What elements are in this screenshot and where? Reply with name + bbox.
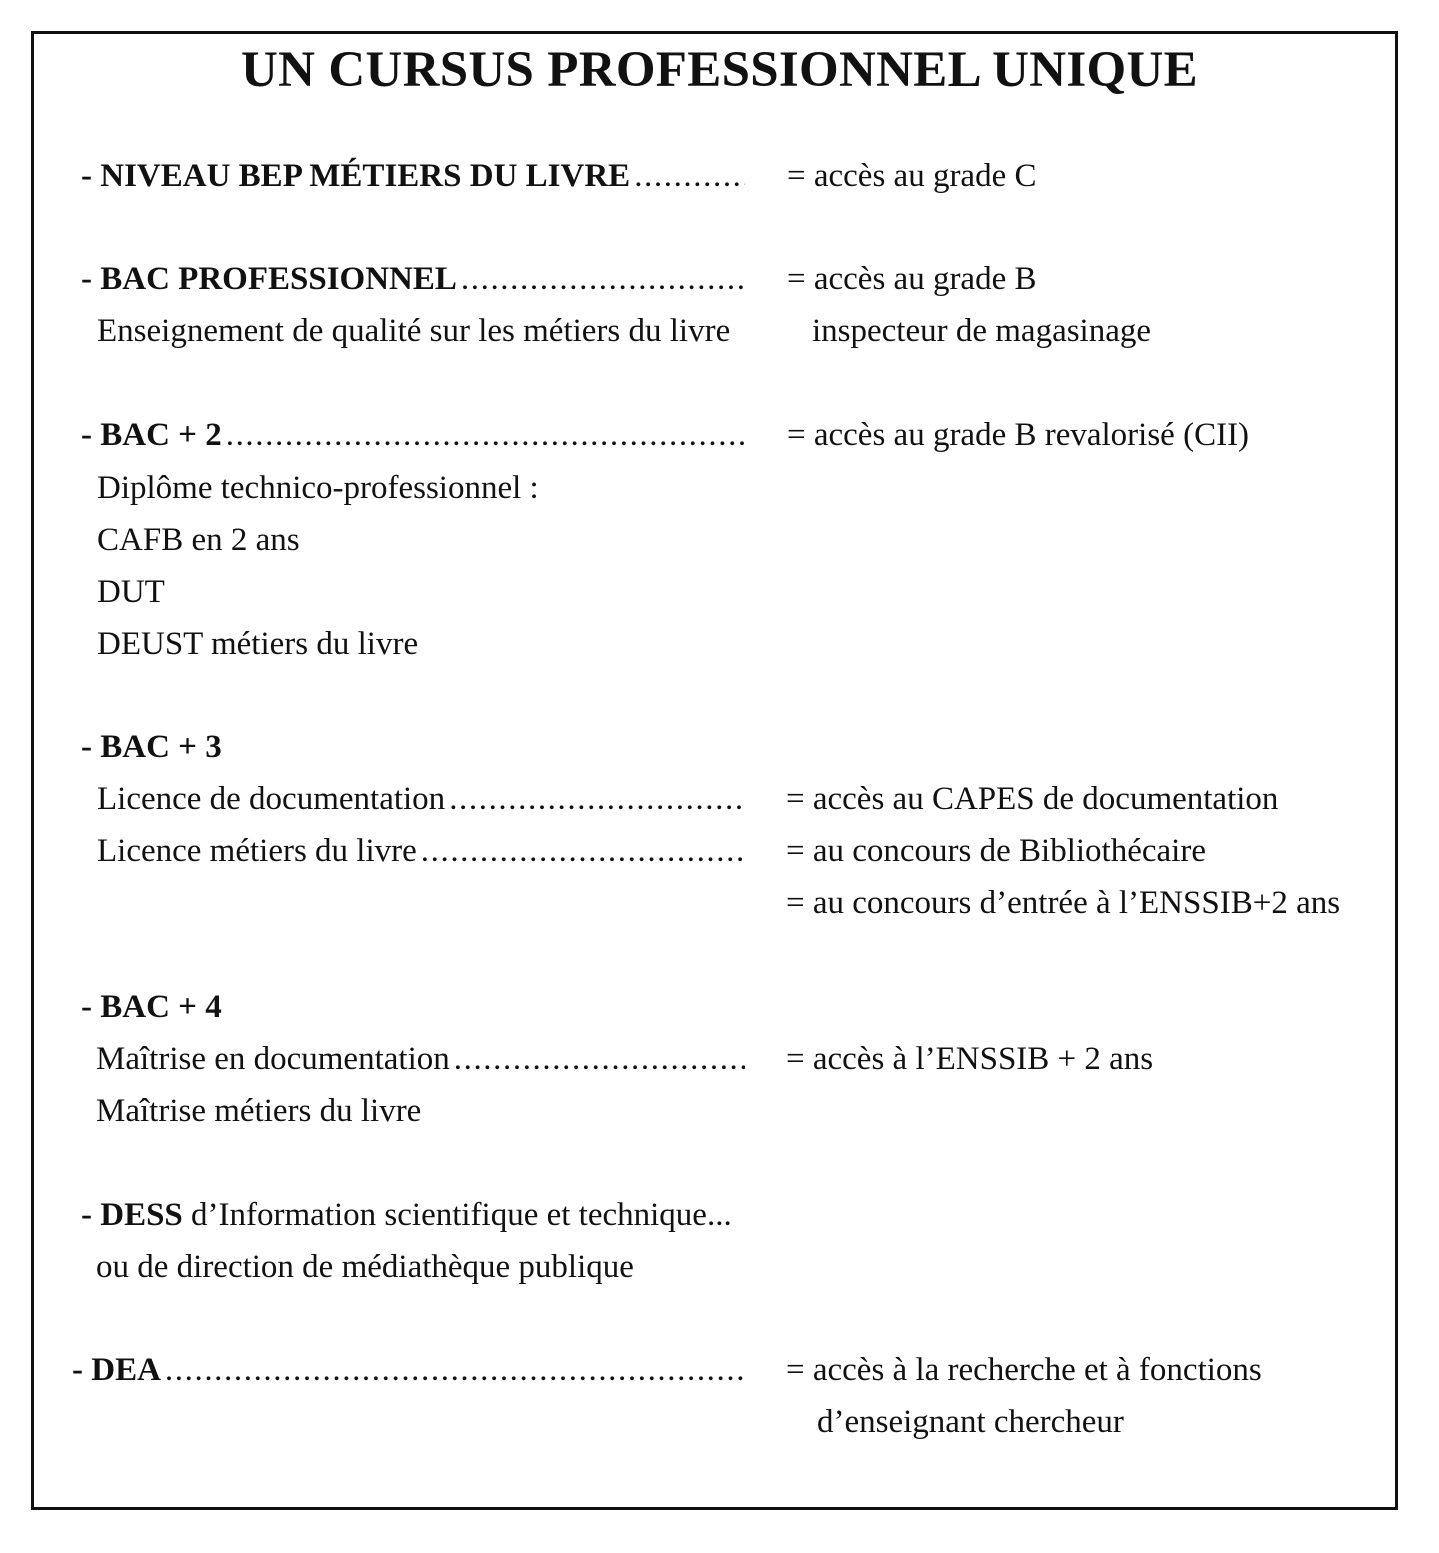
entry-bac2-detail: CAFB en 2 ans bbox=[97, 522, 300, 558]
document-frame bbox=[31, 31, 1398, 1510]
entry-dea-grade-detail: d’enseignant chercheur bbox=[817, 1404, 1124, 1440]
leader-dots bbox=[454, 1038, 745, 1080]
leader-dots bbox=[461, 258, 745, 300]
entry-bac-pro-grade: = accès au grade B bbox=[787, 261, 1037, 297]
leader-dots bbox=[421, 830, 745, 872]
entry-bac2-detail: Diplôme technico-professionnel : bbox=[97, 470, 539, 506]
entry-bep bbox=[81, 155, 745, 197]
entry-bac3-item-label: Licence de documentation bbox=[97, 781, 446, 817]
entry-bac2 bbox=[81, 414, 745, 456]
leader-dots bbox=[449, 778, 745, 820]
leader-dots bbox=[165, 1349, 745, 1391]
leader-dots bbox=[634, 155, 745, 197]
entry-bac3-item bbox=[97, 778, 745, 820]
entry-bac-pro-label: - BAC PROFESSIONNEL bbox=[81, 261, 457, 297]
entry-bac2-detail: DEUST métiers du livre bbox=[97, 626, 419, 662]
entry-bac4-item bbox=[96, 1038, 745, 1080]
entry-bac4-label: - BAC + 4 bbox=[81, 989, 222, 1025]
entry-bac2-label: - BAC + 2 bbox=[81, 417, 222, 453]
entry-bac4-grade: = accès à l’ENSSIB + 2 ans bbox=[786, 1041, 1154, 1077]
entry-bac3-grade: = accès au CAPES de documentation bbox=[786, 781, 1279, 817]
entry-bac2-grade: = accès au grade B revalorisé (CII) bbox=[787, 417, 1250, 453]
entry-dess-detail: ou de direction de médiathèque publique bbox=[96, 1249, 634, 1285]
entry-dea-label: - DEA bbox=[72, 1352, 161, 1388]
entry-bac3-grade: = au concours de Bibliothécaire bbox=[786, 833, 1206, 869]
entry-dea-grade: = accès à la recherche et à fonctions bbox=[786, 1352, 1262, 1388]
page-title: UN CURSUS PROFESSIONNEL UNIQUE bbox=[241, 42, 1198, 98]
entry-dess bbox=[81, 1194, 732, 1236]
entry-bac4-item-label: Maîtrise en documentation bbox=[96, 1041, 450, 1077]
entry-bac3-item bbox=[97, 830, 745, 872]
entry-bac3-grade: = au concours d’entrée à l’ENSSIB+2 ans bbox=[786, 885, 1341, 921]
entry-bac3-label: - BAC + 3 bbox=[81, 729, 222, 765]
entry-bep-grade: = accès au grade C bbox=[787, 158, 1037, 194]
entry-dess-label-rest: d’Information scientifique et technique... bbox=[182, 1197, 732, 1233]
entry-dea bbox=[72, 1349, 745, 1391]
entry-bac4-item-label: Maîtrise métiers du livre bbox=[96, 1093, 422, 1129]
entry-bac-pro-detail: Enseignement de qualité sur les métiers du livre bbox=[97, 313, 731, 349]
entry-bac-pro-grade-detail: inspecteur de magasinage bbox=[812, 313, 1152, 349]
entry-bac3-item-label: Licence métiers du livre bbox=[97, 833, 417, 869]
entry-dess-label: - DESS bbox=[81, 1197, 183, 1233]
entry-bac-pro bbox=[81, 258, 745, 300]
entry-bep-label: - NIVEAU BEP MÉTIERS DU LIVRE bbox=[81, 158, 631, 194]
entry-bac2-detail: DUT bbox=[97, 574, 165, 610]
leader-dots bbox=[226, 414, 745, 456]
